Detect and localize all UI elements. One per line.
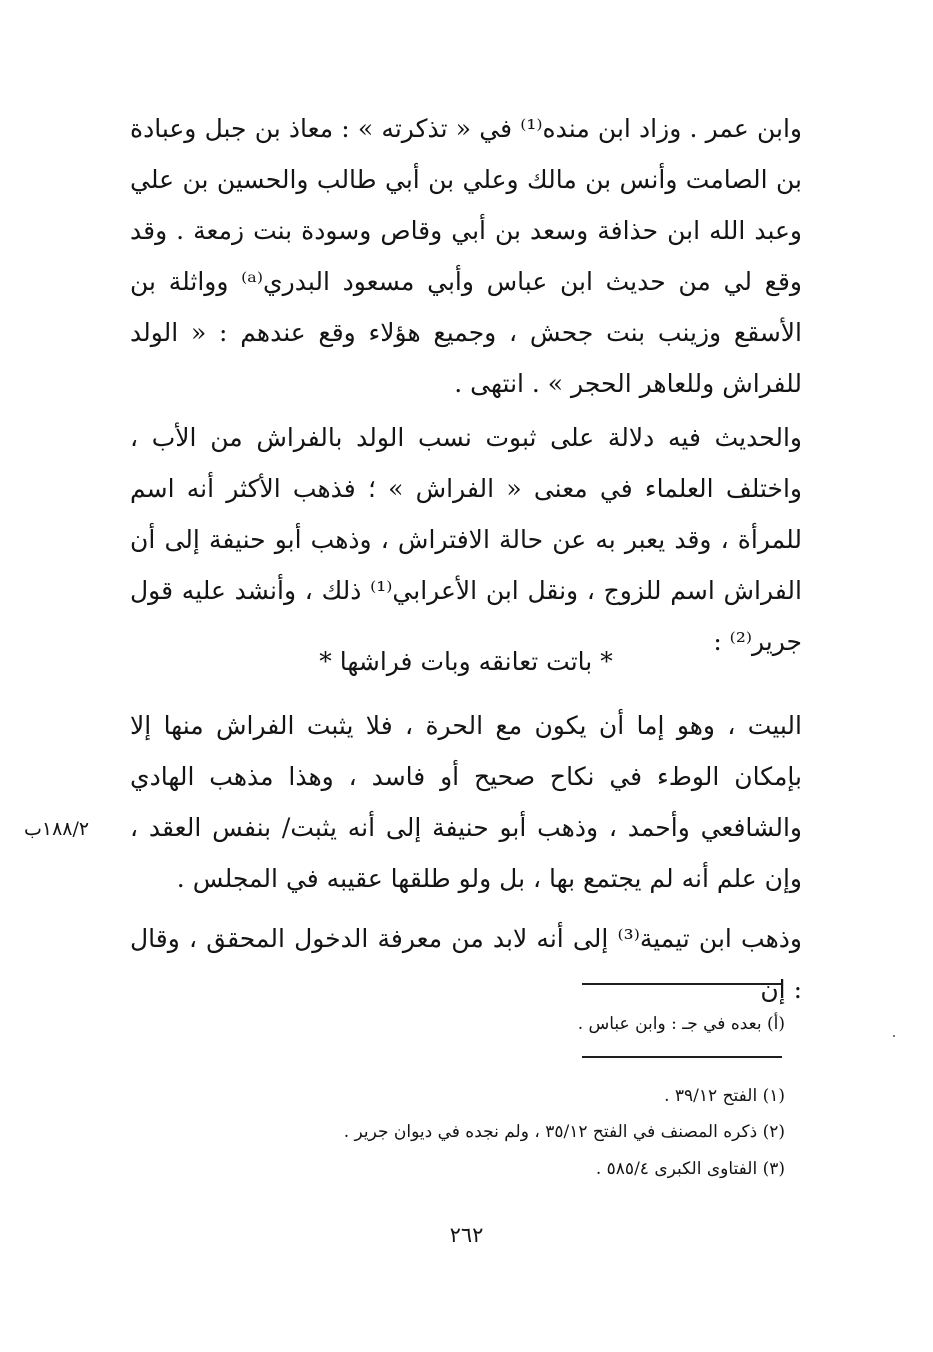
footnote-2: (٢) ذكره المصنف في الفتح ٣٥/١٢ ، ولم نجده في ديوان جرير . [343, 1122, 785, 1142]
paragraph-1 [130, 103, 802, 409]
paragraph-3-text: البيت ، وهو إما أن يكون مع الحرة ، فلا يثبت الفراش منها إلا بإمكان الوطء في نكاح صحيح أو فاسد ، وهذا مذهب الهادي والشافعي وأحمد ، وذهب أبو حنيفة إلى أنه يثبت/ بنفس العقد ، وإن علم أنه لم يجتمع بها ، بل ولو طلقها عقيبه في المجلس . [130, 711, 802, 893]
footnote-separator-bottom [582, 1056, 782, 1058]
page-number: ٢٦٢ [449, 1223, 484, 1247]
paragraph-4-text: وذهب ابن تيمية⁽³⁾ إلى أنه لابد من معرفة الدخول المحقق ، وقال : إن [130, 924, 802, 1004]
footnote-3: (٣) الفتاوى الكبرى ٥٨٥/٤ . [595, 1159, 785, 1179]
manuscript-folio-marker: ١٨٨/٢ب [24, 818, 90, 840]
paragraph-3 [130, 700, 802, 904]
scan-speck [893, 1035, 895, 1037]
footnote-1: (١) الفتح ٣٩/١٢ . [664, 1086, 785, 1106]
paragraph-4 [130, 913, 802, 1015]
paragraph-2-text: والحديث فيه دلالة على ثبوت نسب الولد بالفراش من الأب ، واختلف العلماء في معنى « الفراش » ؛ فذهب الأكثر أنه اسم للمرأة ، وقد يعبر به عن حالة الافتراش ، وذهب أبو حنيفة إلى أن الفراش اسم للزوج ، ونقل ابن الأعرابي⁽¹⁾ ذلك ، وأنشد عليه قول جرير⁽²⁾ : [130, 423, 802, 656]
paragraph-1-text: وابن عمر . وزاد ابن منده⁽¹⁾ في « تذكرته » : معاذ بن جبل وعبادة بن الصامت وأنس بن مالك وعلي بن أبي طالب والحسين بن علي وعبد الله ابن حذافة وسعد بن أبي وقاص وسودة بنت زمعة . وقد وقع لي من حديث ابن عباس وأبي مسعود البدري⁽ᵃ⁾ وواثلة بن الأسقع وزينب بنت جحش ، وجميع هؤلاء وقع عندهم : « الولد للفراش وللعاهر الحجر » . انتهى . [130, 114, 802, 398]
paragraph-2 [130, 412, 802, 667]
footnote-separator-top [582, 983, 782, 985]
collation-note: (أ) بعده في جـ : وابن عباس . [577, 1014, 785, 1034]
poetry-verse: * باتت تعانقه وبات فراشها * [319, 647, 613, 676]
